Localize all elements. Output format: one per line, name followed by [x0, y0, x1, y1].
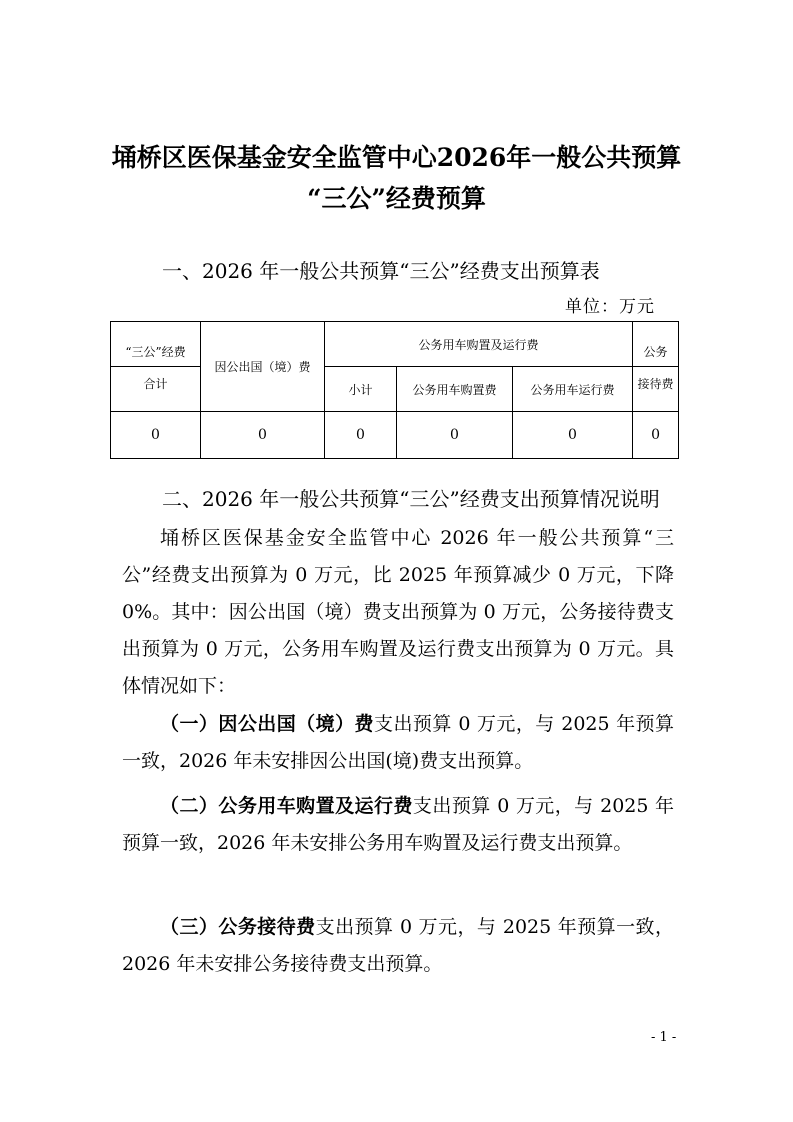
item2-paragraph [122, 788, 674, 862]
item2-label: （二）公务用车购置及运行费 [160, 795, 413, 817]
header-total-top: “三公”经费 [111, 322, 201, 367]
value-subtotal: 0 [325, 412, 397, 459]
summary-paragraph: 埇桥区医保基金安全监管中心 2026 年一般公共预算“三公”经费支出预算为 0 万元，比 2025 年预算减少 0 万元，下降 0%。其中：因公出国（境）费支出预算为 0 万元，公务接待费支出预算为 0 万元，公务用车购置及运行费支出预算为 0 万元。具体情况如下： [122, 527, 674, 697]
item1-text: 支出预算 0 万元，与 2025 年预算一致，2026 年未安排因公出国(境)费支出预算。 [122, 713, 674, 772]
table-subheader-row [111, 367, 679, 412]
section1-heading: 一、2026 年一般公共预算“三公”经费支出预算表 [162, 259, 600, 283]
header-reception-bottom: 接待费 [633, 367, 679, 412]
item2-text: 支出预算 0 万元，与 2025 年预算一致，2026 年未安排公务用车购置及运行费支出预算。 [122, 795, 674, 854]
value-abroad: 0 [201, 412, 325, 459]
item1-label: （一）因公出国（境）费 [160, 713, 375, 735]
section2-heading: 二、2026 年一般公共预算“三公”经费支出预算情况说明 [162, 487, 660, 511]
item3-label: （三）公务接待费 [160, 916, 316, 938]
document-title-line1: 埇桥区医保基金安全监管中心2026年一般公共预算 [111, 143, 682, 172]
header-vehicle-purchase: 公务用车购置费 [397, 367, 513, 412]
unit-label: 单位：万元 [565, 297, 655, 317]
item3-text: 支出预算 0 万元，与 2025 年预算一致，2026 年未安排公务接待费支出预算。 [122, 916, 674, 975]
table-header-row [111, 322, 679, 367]
header-vehicle-group: 公务用车购置及运行费 [325, 322, 633, 367]
item3-paragraph [122, 909, 674, 983]
budget-table [110, 321, 679, 459]
header-total-bottom: 合计 [111, 367, 201, 412]
value-total: 0 [111, 412, 201, 459]
header-reception-top: 公务 [633, 322, 679, 367]
header-subtotal: 小计 [325, 367, 397, 412]
header-vehicle-operation: 公务用车运行费 [513, 367, 633, 412]
value-vehicle-purchase: 0 [397, 412, 513, 459]
header-abroad: 因公出国（境）费 [201, 322, 325, 412]
value-vehicle-operation: 0 [513, 412, 633, 459]
document-title-line2: “三公”经费预算 [307, 184, 486, 213]
value-reception: 0 [633, 412, 679, 459]
table-row [111, 412, 679, 459]
page-number: - 1 - [651, 1030, 677, 1045]
item1-paragraph [122, 706, 674, 780]
